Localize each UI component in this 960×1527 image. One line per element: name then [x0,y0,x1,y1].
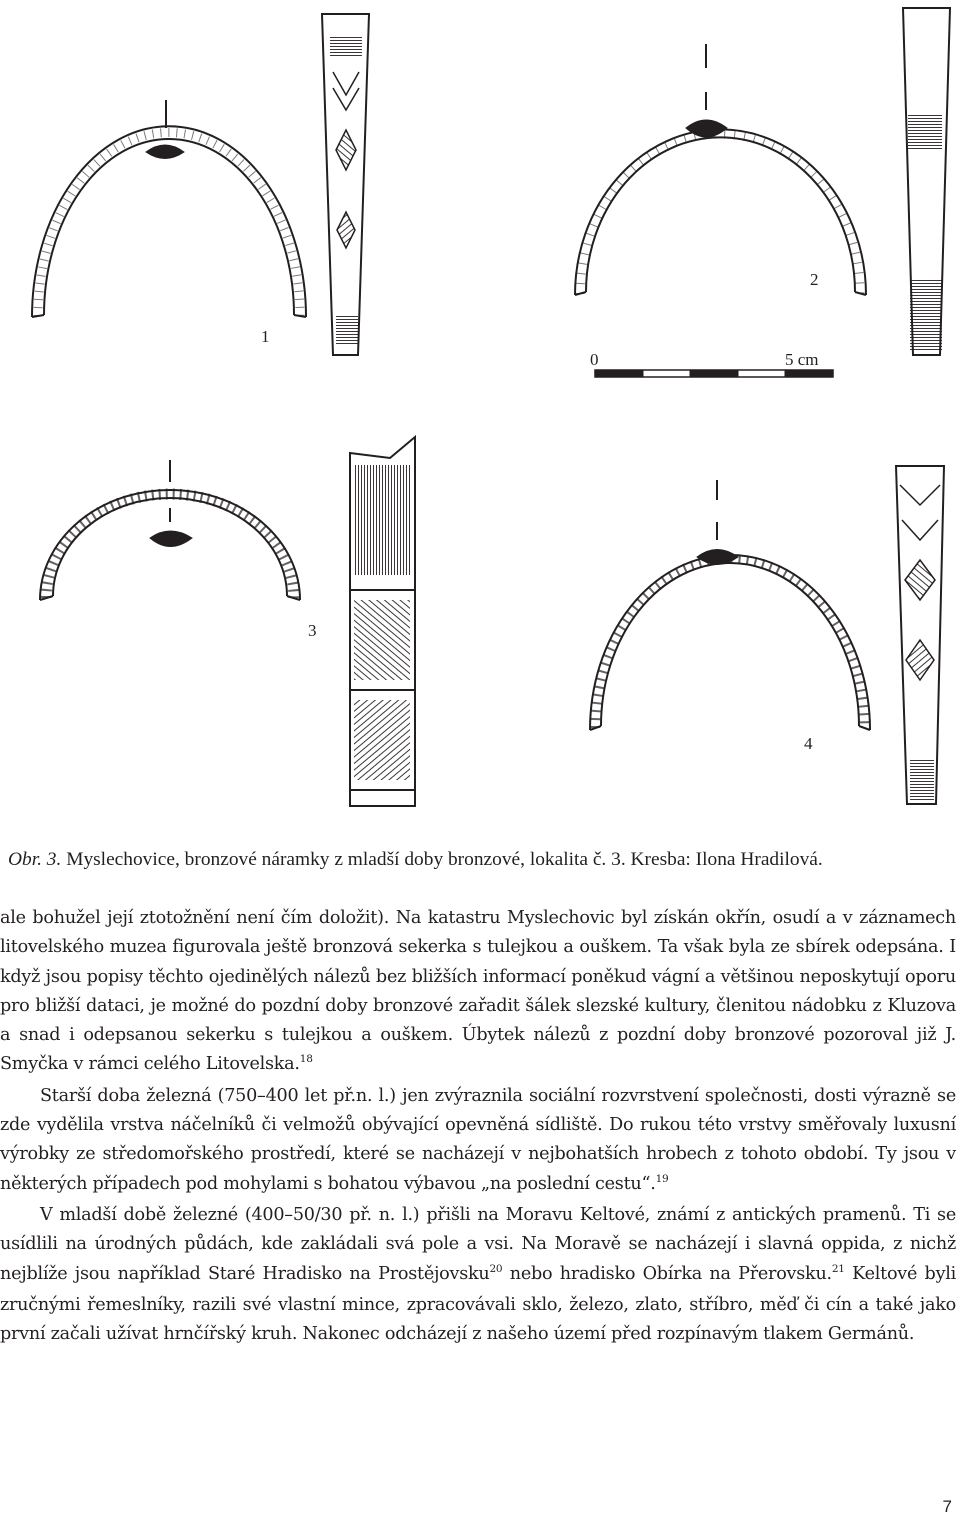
body-text [0,904,956,1349]
scale-bar [595,370,833,377]
paragraph-1 [0,904,956,1082]
figure-item-number-2: 2 [810,270,819,289]
paragraph-2-text: Starší doba železná (750–400 let př.n. l.) jen zvýraznila sociální rozvrstvení společnosti, dosti výrazně se zde vydělila vrstva náčelníků či velmožů obývající opevněná sídliště. Do rukou této vrstvy směřovaly luxusní výrobky ze středomořského prostředí, které se nacházejí v nejbohatších hrobech z tohoto období. Ty jsou v některých případech pod mohylami s bohatou výbavou „na poslední cestu“. [0,1085,956,1194]
footnote-ref-20: 20 [489,1262,503,1275]
bracelet-4 [590,480,870,730]
scale-start-label: 0 [590,350,599,369]
footnote-ref-18: 18 [299,1053,313,1066]
paragraph-3-text-b: nebo hradisko Obírka na Přerovsku. [502,1263,832,1284]
pin-1 [322,14,369,355]
pin-2 [903,8,950,355]
paragraph-3-text-a: V mladší době železné (400–50/30 př. n. l.) přišli na Moravu Keltové, známí z antických pramenů. Ti se usídlili na úrodných půdách, kde zakládali svá pole a vsi. Na Moravě se nacházejí i slavná oppida, z nichž nejblíže jsou například Staré Hradisko na Prostějovsku [0,1204,956,1284]
figure-item-number-3: 3 [308,621,317,640]
footnote-ref-19: 19 [655,1172,669,1185]
bracelet-2 [575,44,866,295]
paragraph-3-text-c: Keltové byli zručnými řemeslníky, razili své vlastní mince, zpracovávali sklo, železo, zlato, stříbro, měď či cín a také jako první začali užívat hrnčířský kruh. Nakonec odcházejí z našeho území před rozpínavým tlakem Germánů. [0,1263,957,1345]
caption-text: Myslechovice, bronzové náramky z mladší doby bronzové, lokalita č. 3. Kresba: Ilona Hradilová. [66,849,823,870]
paragraph-1-text: ale bohužel její ztotožnění není čím doložit). Na katastru Myslechovic byl získán okřín, osudí a v záznamech litovelského muzea figurovala ještě bronzová sekerka s tulejkou a ouškem. Ta však byla ze sbírek odepsána. I když jsou popisy těchto ojedinělých nálezů bez bližších informací poněkud vágní a většinou neposkytují oporu pro bližší dataci, je možné do pozdní doby bronzové zařadit šálek slezské kultury, členitou nádobku z Kluzova a snad i odepsanou sekerku s tulejkou a ouškem. Úbytek nálezů z pozdní doby bronzové pozoroval již J. Smyčka v rámci celého Litovelska. [0,908,956,1075]
pin-3 [350,437,415,806]
bracelet-1 [32,100,306,317]
page-number: 7 [942,1497,952,1516]
figure-item-number-4: 4 [804,734,813,753]
bracelet-3 [40,460,300,600]
pin-4 [896,466,944,804]
caption-label: Obr. 3. [8,849,62,870]
figure-item-number-1: 1 [261,327,270,346]
paragraph-3 [0,1201,956,1349]
paragraph-2 [0,1082,956,1201]
scale-end-label: 5 cm [785,350,819,369]
figure-caption [8,847,956,873]
footnote-ref-21: 21 [831,1262,845,1275]
